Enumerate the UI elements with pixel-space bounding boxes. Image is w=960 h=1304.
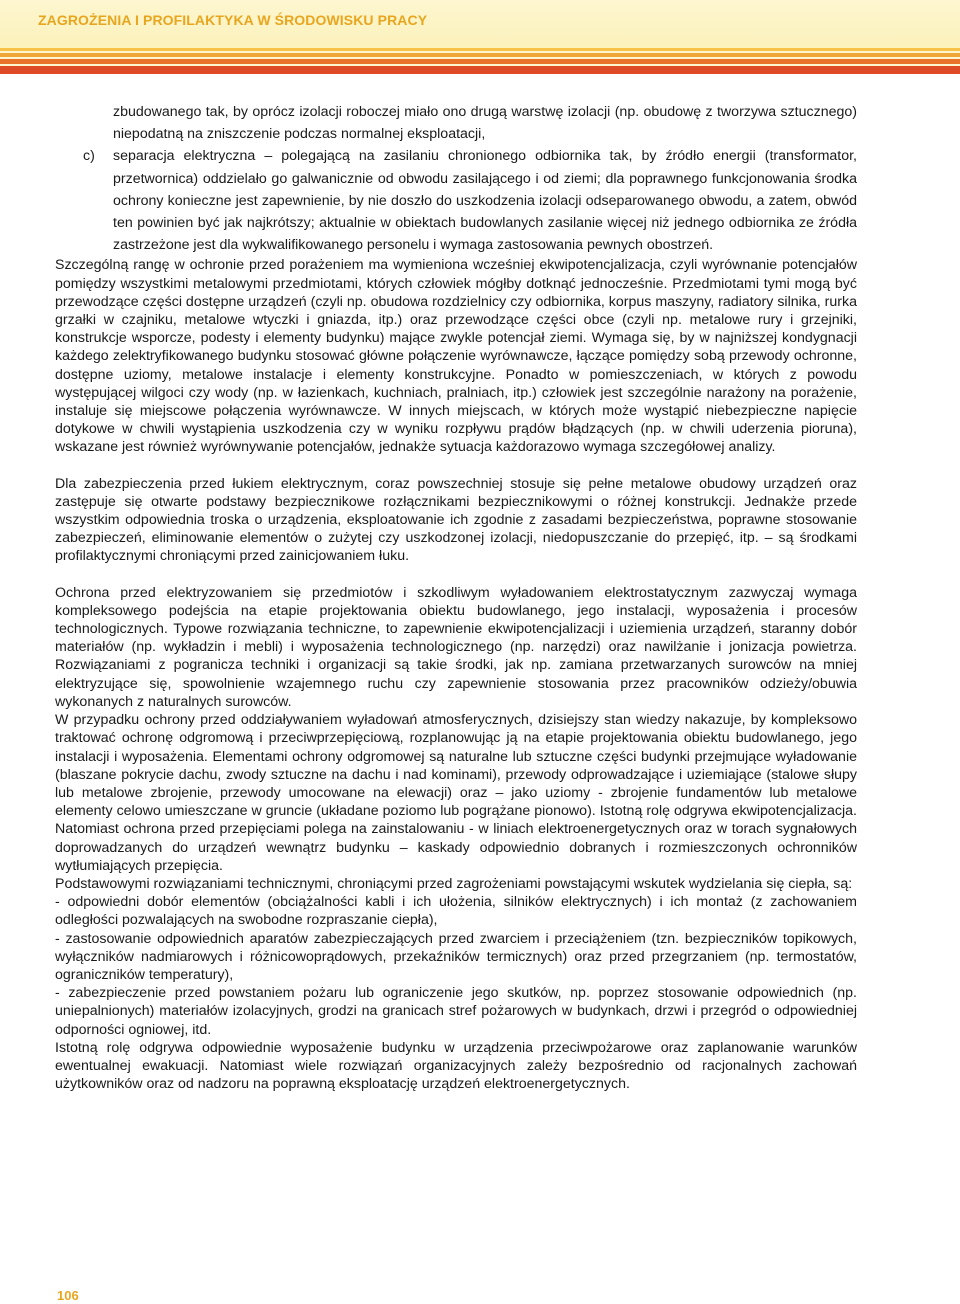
paragraph-gap xyxy=(55,457,857,475)
paragraph-electrostatic: Ochrona przed elektryzowaniem się przedmiotów i szkodliwym wyładowaniem elektrostatycznym zazwyczaj wymaga kompleksowego podejścia na etapie projektowania obiektu budowlanego, jego instalacji, wyposażenia i procesów technologicznych. Typowe rozwiązania techniczne, to zapewnienie ekwipotencjalizacji i uziemienia urządzeń, staranny dobór materiałów (np. wykładzin i mebli) i wyposażenia technologicznego (np. narzędzi) oraz nawilżanie i jonizacja powietrza. Rozwiązaniami z pogranicza techniki i organizacji są takie środki, jak np. zamiana przetwarzanych surowców na mniej elektryzujące się, spowolnienie wzajemnego ruchu czy zapewnienie stosowania przez pracowników odzieży/obuwia wykonanych z naturalnych surowców. xyxy=(55,584,857,710)
list-item-b-continuation: zbudowanego tak, by oprócz izolacji roboczej miało ono drugą warstwę izolacji (np. obudowę z tworzywa sztucznego) niepodatną na zniszczenie podczas normalnej eksploatacji, xyxy=(113,104,857,143)
list-item-text: separacja elektryczna – polegającą na zasilaniu chronionego odbiornika tak, by źródło energii (transformator, przetwornica) oddzielało go galwanicznie od obwodu zasilającego i od ziemi; dla poprawnego funkcjonowania środka ochrony konieczne jest zapewnienie, by nie doszło do uszkodzenia izolacji odseparowanego obwodu, a zatem, obwód ten powinien być jak najkrótszy; aktualnie w obiektach budowlanych zasilanie więcej niż jednego odbiornika ze źródła zastrzeżone jest dla wykwalifikowanego personelu i wymaga zastosowania pewnych obostrzeń. xyxy=(113,148,857,254)
paragraph-equipotential: Szczególną rangę w ochronie przed porażeniem ma wymieniona wcześniej ekwipotencjalizacja, czyli wyrównanie potencjałów pomiędzy wszystkimi metalowymi przedmiotami, których człowiek mógłby dotknąć jednocześnie. Przedmiotami tymi mogą być przewodzące części dostępne urządzeń (czyli np. obudowa rozdzielnicy czy odbiornika, korpus maszyny, radiatory silnika, rurka grzałki w czajniku, metalowe wtyczki i gniazda, itp.) oraz przewodzące części obce (czyli np. metalowe rury i grzejniki, konstrukcje wsporcze, podesty i elementy budynku) mające zwykle potencjał ziemi. Wymaga się, by w najniższej kondygnacji każdego zelektryfikowanego budynku stosować główne połączenie wyrównawcze, łączące pomiędzy sobą przewody ochronne, dostępne uziomy, metalowe instalacje i elementy konstrukcyjne. Ponadto w pomieszczeniach, w których z powodu występującej wilgoci czy wody (np. w łazienkach, kuchniach, pralniach, itp.) człowiek jest szczególnie narażony na porażenie, instaluje się miejscowe połączenia wyrównawcze. W innych miejscach, w których może wystąpić niebezpieczne napięcie dotykowe w chwili wystąpienia uszkodzenia czy w wyniku rozpływu prądów błądzących (np. w chwili uderzenia pioruna), wskazane jest również wyrównywanie potencjałów, jednakże sytuacja każdorazowo wymaga szczegółowej analizy. xyxy=(55,257,857,456)
stripe xyxy=(0,66,960,74)
list-marker: c) xyxy=(83,148,95,165)
page-number: 106 xyxy=(57,1288,79,1303)
dash-item-fire: - zabezpieczenie przed powstaniem pożaru lub ograniczenie jego skutków, np. poprzez stosowanie odpowiednich (np. uniepalnionych) materiałów izolacyjnych, grodzi na granicach stref pożarowych w budynkach, drzwi i przegród o odpowiedniej odporności ogniowej, itd. xyxy=(55,985,857,1038)
dash-item-protection: - zastosowanie odpowiednich aparatów zabezpieczających przed zwarciem i przeciążeniem (tzn. bezpieczników topikowych, wyłączników nadmiarowych i różnicowoprądowych, przekaźników termicznych) oraz przed przegrzaniem (np. termostatów, ograniczników temperatury), xyxy=(55,930,857,983)
running-header-title: ZAGROŻENIA I PROFILAKTYKA W ŚRODOWISKU PRACY xyxy=(38,12,428,28)
paragraph-heat-intro: Podstawowymi rozwiązaniami technicznymi, chroniącymi przed zagrożeniami powstającymi wskutek wydzielania się ciepła, są: xyxy=(55,875,853,892)
paragraph-gap xyxy=(55,566,857,584)
page-body xyxy=(55,101,857,1093)
paragraph-lightning: W przypadku ochrony przed oddziaływaniem wyładowań atmosferycznych, dzisiejszy stan wiedzy nakazuje, by kompleksowo traktować ochronę odgromową i przeciwprzepięciową, rozplanowując ją na etapie projektowania obiektu budowlanego, jego instalacji i wyposażenia. Elementami ochrony odgromowej są naturalne lub sztuczne części budynki przejmujące wyładowanie (blaszane pokrycie dachu, zwody sztuczne na dachu i nad kominami), przewody odprowadzające i uziemiające (stalowe słupy lub metalowe zbrojenie, przewody umocowane na elewacji) oraz – jako uziomy - zbrojenie fundamentów lub metalowe elementy celowo umieszczane w gruncie (układane poziomo lub pogrążane pionowo). Istotną rolę odgrywa ekwipotencjalizacja. Natomiast ochrona przed przepięciami polega na zainstalowaniu - w liniach elektroenergetycznych oraz w torach sygnałowych doprowadzanych do urządzeń wewnątrz budynku – kaskady odpowiednio dobranych i rozmieszczonych ochronników wytłumiających przepięcia. xyxy=(55,712,857,874)
paragraph-arc-protection: Dla zabezpieczenia przed łukiem elektrycznym, coraz powszechniej stosuje się pełne metalowe obudowy urządzeń oraz zastępuje się otwarte podstawy bezpiecznikowe rozłącznikami bezpiecznikowymi o różnej konstrukcji. Jednakże przede wszystkim odpowiednia troska o urządzenia, eksploatowanie ich zgodnie z zasadami bezpieczeństwa, poprawne stosowanie zabezpieczeń, eliminowanie elementów o zużytej czy uszkodzonej izolacji, niedopuszczanie do przepięć, itp. – są środkami profilaktycznymi chroniącymi przed zainicjowaniem łuku. xyxy=(55,475,857,565)
page-header xyxy=(0,0,960,74)
list-item-c xyxy=(55,145,857,256)
paragraph-fire-equipment: Istotną rolę odgrywa odpowiednie wyposażenie budynku w urządzenia przeciwpożarowe oraz zaplanowanie warunków ewentualnej ewakuacji. Natomiast wiele rozwiązań organizacyjnych zależy bezpośrednio od racjonalnych zachowań użytkowników oraz od nadzoru na poprawną eksploatację urządzeń elektroenergetycznych. xyxy=(55,1039,857,1093)
header-stripes xyxy=(0,48,960,74)
dash-item-selection: - odpowiedni dobór elementów (obciążalności kabli i ich ułożenia, silników elektrycznych) i ich montaż (z zachowaniem odległości pozwalających na swobodne rozpraszanie ciepła), xyxy=(55,894,857,929)
